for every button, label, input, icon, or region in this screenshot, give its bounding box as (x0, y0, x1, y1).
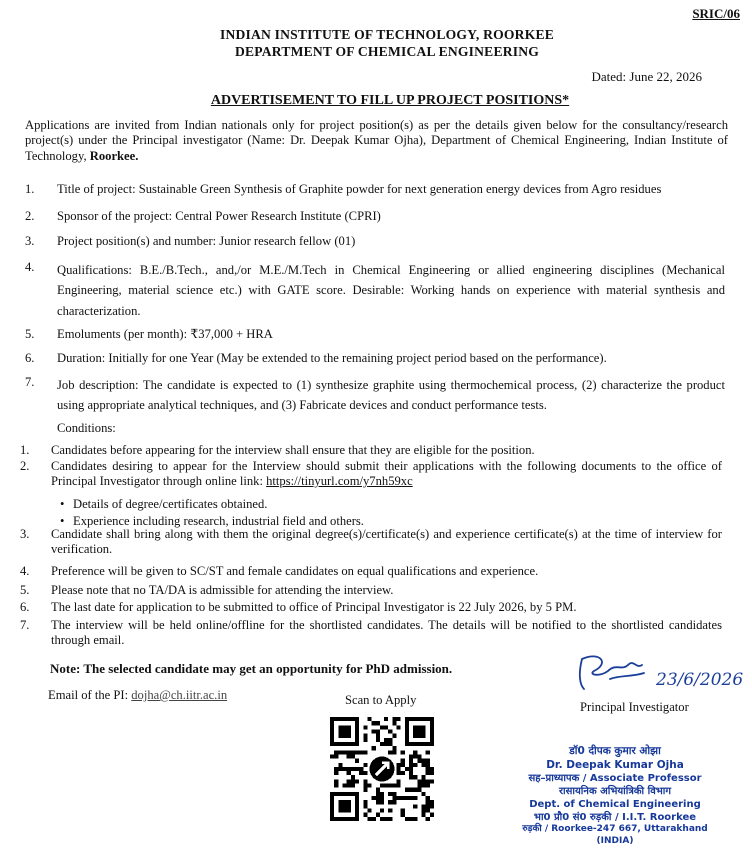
condition-text: Please note that no TA/DA is admissible for attending the interview. (51, 583, 394, 597)
signature-date: 23/6/2026 (656, 670, 744, 690)
document-title: ADVERTISEMENT TO FILL UP PROJECT POSITIONS* (210, 93, 570, 108)
document-text: Experience including research, industrial field and others. (73, 514, 364, 528)
detail-text: Duration: Initially for one Year (May be extended to the remaining project period based on the performance). (57, 351, 607, 365)
condition-text: The last date for application to be submitted to office of Principal Investigator is 22 July 2026, by 5 PM. (51, 600, 577, 614)
condition-number: 6. (20, 600, 30, 614)
reference-code: SRIC/06 (692, 6, 740, 21)
condition-text: Preference will be given to SC/ST and female candidates on equal qualifications and experience. (51, 564, 539, 578)
document-date: Dated: June 22, 2026 (591, 69, 702, 84)
condition-number: 3. (20, 527, 30, 541)
official-stamp (504, 745, 726, 848)
email-link[interactable]: dojha@ch.iitr.ac.in (131, 688, 228, 702)
intro-bold-tail: Roorkee. (89, 148, 139, 163)
detail-text: Project position(s) and number: Junior research fellow (01) (57, 234, 356, 248)
condition-text: The interview will be held online/offline for the shortlisted candidates. The details will be notified to the shortlisted candidates through email. (51, 618, 722, 648)
detail-text: Title of project: Sustainable Green Synthesis of Graphite powder for next generation energy devices from Agro residues (57, 182, 662, 196)
stamp-address: रुड़की / Roorkee-247 667, Uttarakhand (INDIA) (522, 824, 708, 846)
condition-text: Candidate shall bring along with them the original degree(s)/certificate(s) and experience certificate(s) at the time of interview for verification. (51, 527, 722, 557)
stamp-dept: Dept. of Chemical Engineering (529, 799, 701, 811)
detail-text: Qualifications: B.E./B.Tech., and,/or M.E./M.Tech in Chemical Engineering or allied engineering disciplines (Mechanical Engineering, material science etc.) with GATE score. Desirable: Working hands on experience with material synthesis and characterization. (57, 263, 725, 318)
bullet-icon: • (60, 497, 65, 511)
bullet-icon: • (60, 514, 65, 528)
detail-number: 3. (25, 234, 35, 248)
condition-text (51, 459, 722, 490)
email-label: Email of the PI: (48, 688, 132, 702)
qr-code[interactable] (330, 717, 434, 821)
detail-number: 6. (25, 351, 35, 365)
condition-number: 1. (20, 443, 30, 457)
detail-text: Sponsor of the project: Central Power Research Institute (CPRI) (57, 209, 381, 223)
condition-number: 2. (20, 459, 30, 473)
detail-number: 2. (25, 209, 35, 223)
document-text: Details of degree/certificates obtained. (73, 497, 268, 511)
stamp-designation: सह–प्राध्यापक / Associate Professor (528, 773, 702, 785)
application-link[interactable]: https://tinyurl.com/y7nh59xc (266, 474, 413, 489)
stamp-hindi-name: डॉ0 दीपक कुमार ओझा (569, 745, 661, 757)
detail-number: 4. (25, 260, 35, 274)
detail-number: 7. (25, 375, 35, 389)
detail-number: 5. (25, 327, 35, 341)
stamp-hindi-dept: रासायनिक अभियांत्रिकी विभाग (558, 786, 672, 798)
intro-text: Applications are invited from Indian nationals only for project position(s) as per the details given below for the consultancy/research project(s) under the Principal investigator (Name: Dr. Deepak Kumar Ojha), Department of Chemical Engineering, Indian Institute of Technology, Roorkee. (25, 118, 728, 163)
stamp-name: Dr. Deepak Kumar Ojha (546, 758, 684, 771)
scan-label: Scan to Apply (345, 693, 417, 707)
condition-text: Candidates before appearing for the interview shall ensure that they are eligible for the position. (51, 443, 535, 457)
institute-heading: INDIAN INSTITUTE OF TECHNOLOGY, ROORKEE (220, 27, 554, 42)
intro-paragraph (25, 118, 728, 164)
pi-role: Principal Investigator (580, 700, 689, 714)
detail-text: Emoluments (per month): ₹37,000 + HRA (57, 327, 273, 341)
condition-number: 7. (20, 618, 30, 632)
pi-email (48, 688, 227, 703)
department-heading: DEPARTMENT OF CHEMICAL ENGINEERING (234, 44, 540, 59)
condition-number: 4. (20, 564, 30, 578)
detail-text: Job description: The candidate is expected to (1) synthesize graphite using thermochemical process, (2) characterize the product using appropriate analytical techniques, and (3) Fabricate devices and conduct performance tests. (57, 378, 725, 413)
conditions-label: Conditions: (57, 421, 116, 435)
stamp-institute: भा0 प्रौ0 सं0 रुड़की / I.I.T. Roorkee (533, 812, 697, 824)
detail-number: 1. (25, 182, 35, 196)
condition-number: 5. (20, 583, 30, 597)
phd-note: Note: The selected candidate may get an opportunity for PhD admission. (50, 661, 453, 676)
condition-text-body: Candidates desiring to appear for the Interview should submit their applications with the following documents to the office of Principal Investigator through online link: (51, 459, 722, 489)
